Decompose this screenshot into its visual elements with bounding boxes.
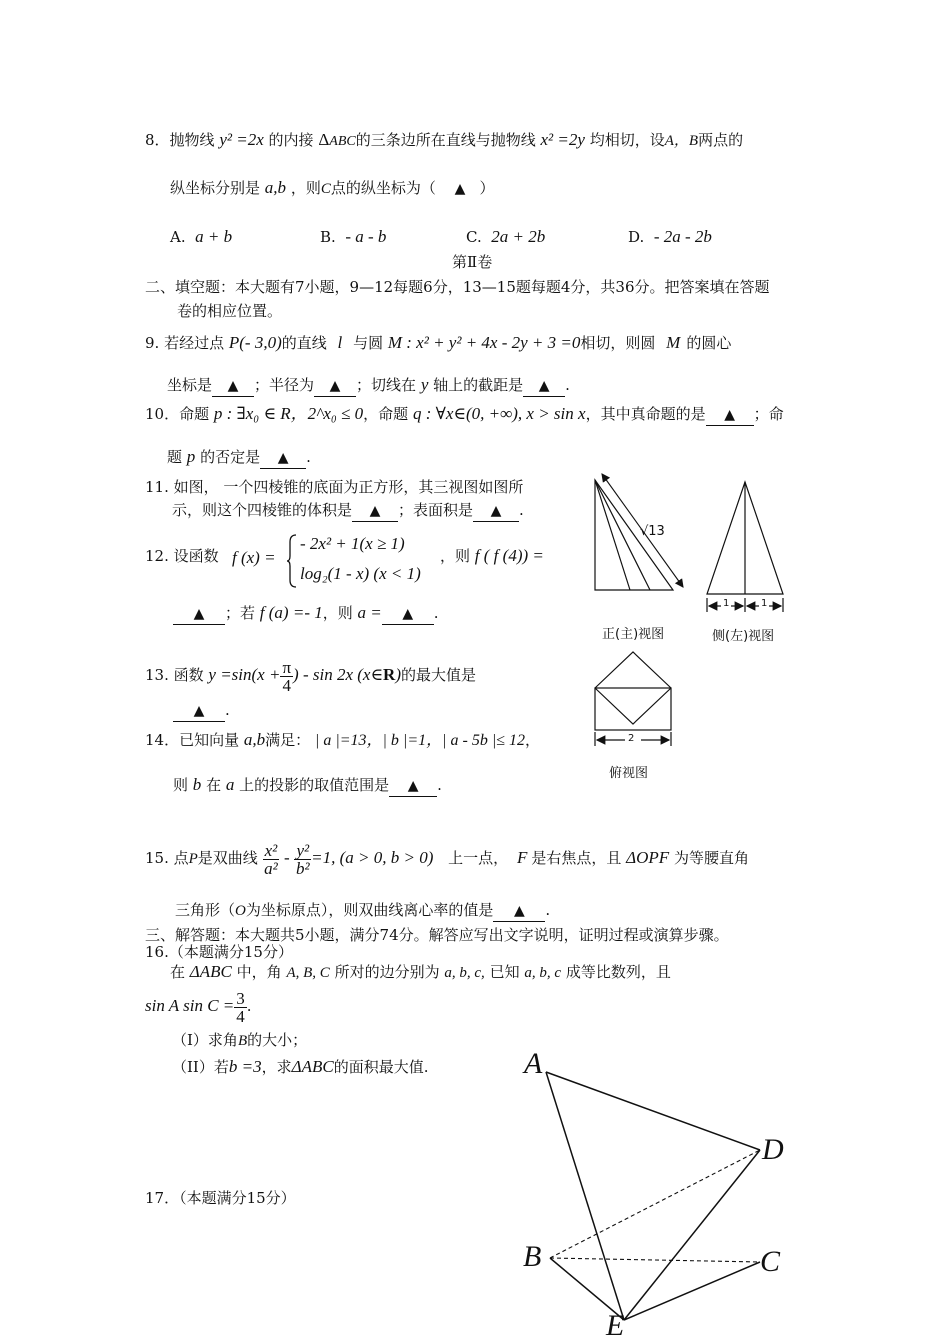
q13-line2: ▲ . [173,700,230,722]
edge-bc-hidden [550,1258,760,1262]
blank-q9-intercept[interactable]: ▲ [523,375,565,397]
blank-q11-area[interactable]: ▲ [473,500,519,522]
q15-frac-y: $\frac{\text{y²}}{\text{b²}}$ [296,840,310,878]
q13-fraction: $\frac{\pi}{4}$ [282,657,292,695]
blank-q13-max[interactable]: ▲ [173,700,225,722]
side-view-label: 侧(左)视图 [712,629,775,644]
blank-q11-volume[interactable]: ▲ [352,500,398,522]
q15-line2: 三角形（O为坐标原点），则双曲线离心率的值是 ▲ . [175,900,550,922]
q8-line2: 纵坐标分别是 a,b ，则C点的纵坐标为（ ▲ ） [170,178,495,197]
q8-option-d[interactable]: D. - 2a - 2b [628,227,712,246]
q11-line1: 11. 如图， 一个四棱锥的底面为正方形，其三视图如图所 [145,478,524,496]
blank-q14-range[interactable]: ▲ [389,775,437,797]
q12-then: ，则 f ( f (4)) = [440,546,544,565]
vertex-a-label: A [524,1047,543,1080]
q12-fx: f (x) = [232,548,276,567]
section3-title: 三、解答题：本大题共5小题，满分74分。解答应写出文字说明，证明过程或演算步骤。 [145,926,729,944]
section2-line2: 卷的相应位置。 [177,302,283,320]
q8-parabola1: y² =2x [219,130,264,149]
q16-line1: 在 ΔABC 中，角 A, B, C 所对的边分别为 a, b, c, 已知 a, b, c 成等比数列，且 [170,962,671,981]
edge-de [624,1150,760,1320]
vertex-c-label: C [760,1245,781,1278]
q15-line1: 15. 点P是双曲线 $\frac{\text{x²}}{\text{a²}}$ - $\frac{\text{y²}}{\text{b²}}$ =1, (a > 0, b > 0) 上一点， F 是右焦点，且 ΔOPF 为等腰直角 [145,840,749,878]
q9-line1: 9. 若经过点 P(- 3,0)的直线 l 与圆 M : x² + y² + 4x - 2y + 3 =0相切，则圆 M 的圆心 [145,333,732,352]
q12-label: 12. 设函数 [145,547,219,565]
geometry-figure [520,1060,820,1340]
part2-title: 第Ⅱ卷 [452,253,493,271]
top-view-label: 俯视图 [609,766,649,781]
blank-q10-negation[interactable]: ▲ [260,447,306,469]
vertex-e-label: E [606,1309,625,1342]
edge-bd-hidden [550,1150,760,1258]
q16-part1: （I）求角B的大小； [172,1031,308,1049]
q16-part2: （II）若b =3，求ΔABC的面积最大值. [172,1057,429,1076]
q8-line1: 8．抛物线 y² =2x 的内接 ΔABC的三条边所在直线与抛物线 x² =2y 均相切，设A，B两点的 [145,130,744,149]
vertex-d-label: D [762,1133,784,1166]
top-dim-2: 2 [628,733,635,744]
sqrt13-label: √13 [640,524,665,539]
q14-line2: 则 b 在 a 上的投影的取值范围是 ▲ . [173,775,442,797]
q16-condition: sin A sin C = $\frac{3}{4}$ . [145,988,252,1026]
q15-frac-x: $\frac{\text{x²}}{\text{a²}}$ [264,840,278,878]
q8-parabola2: x² =2y [540,130,585,149]
q12-case1: - 2x² + 1(x ≥ 1) [300,534,405,553]
q8-option-c[interactable]: C. 2a + 2b [466,227,546,246]
q11-line2: 示，则这个四棱锥的体积是 ▲ ；表面积是 ▲ . [172,500,524,522]
side-dim-1b: 1 [761,598,768,609]
blank-q15-eccentricity[interactable]: ▲ [493,900,545,922]
edge-ce [624,1262,760,1320]
blank-q12-ff4[interactable]: ▲ [173,603,225,625]
answer-mark: ▲ [454,181,466,197]
q8-option-b[interactable]: B. - a - b [320,227,387,246]
q17-header: 17．（本题满分15分） [145,1189,296,1207]
q12-line2: ▲ ；若 f (a) =- 1，则 a = ▲ . [173,603,439,625]
front-view [595,474,683,590]
edge-ad [546,1072,760,1150]
q12-case2: log₂(1 - x) (x < 1) [300,564,421,583]
side-view [707,482,783,612]
q14-line1: 14．已知向量 a,b满足： | a |=13，| b |=1，| a - 5b |≤ 12， [145,730,541,749]
top-view [595,652,671,746]
q13-line1: 13. 函数 y =sin(x + $\frac{\pi}{4}$ ) - sin 2x (x∈R)的最大值是 [145,657,477,695]
q16-header: 16.（本题满分15分） [145,943,293,961]
blank-q10-true[interactable]: ▲ [706,404,754,426]
edge-ae [546,1072,624,1320]
q12-brace [286,534,298,588]
front-view-label: 正(主)视图 [602,627,665,642]
q8-option-a[interactable]: A. a + b [170,227,233,246]
q10-line2: 题 p 的否定是 ▲ . [167,447,311,469]
blank-q9-center[interactable]: ▲ [212,375,254,397]
section2-line1: 二、填空题：本大题有7小题，9—12每题6分，13—15题每题4分，共36分。把答案填在答题 [145,278,770,296]
q9-line2: 坐标是 ▲ ；半径为 ▲ ；切线在 y 轴上的截距是 ▲ . [167,375,570,397]
blank-q12-a[interactable]: ▲ [382,603,434,625]
q10-line1: 10．命题 p : ∃x₀ ∈ R，2^x₀ ≤ 0，命题 q : ∀x∈(0, +∞), x > sin x，其中真命题的是 ▲ ；命 [145,404,784,426]
side-dim-1a: 1 [723,598,730,609]
blank-q9-radius[interactable]: ▲ [314,375,356,397]
vertex-b-label: B [523,1240,542,1273]
